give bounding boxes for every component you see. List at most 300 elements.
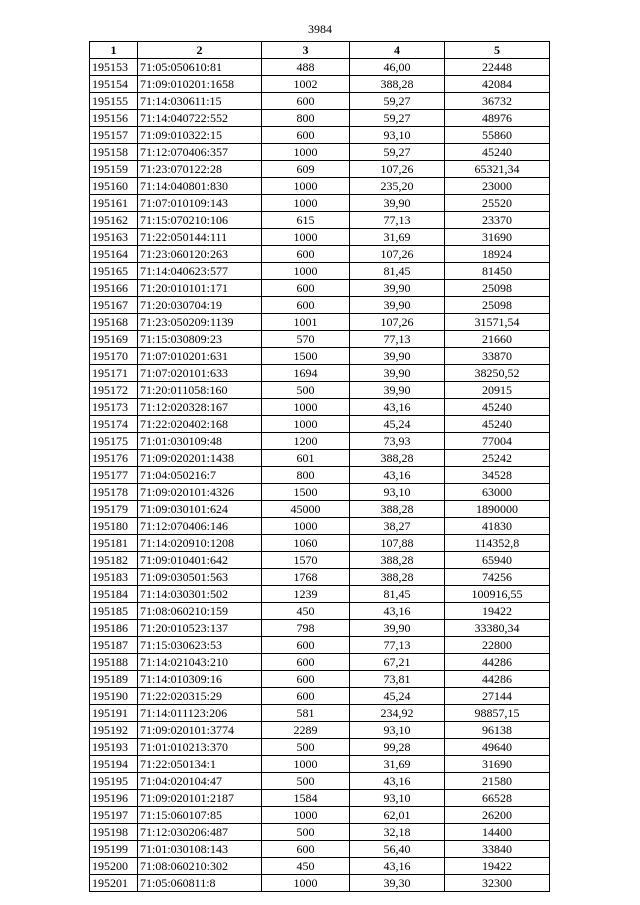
rate-cell: 31,69 (350, 756, 445, 773)
value-cell: 25520 (445, 195, 550, 212)
table-row (90, 535, 550, 552)
table-row (90, 93, 550, 110)
table-row (90, 365, 550, 382)
rate-cell: 93,10 (350, 127, 445, 144)
record-number-cell: 195179 (90, 501, 138, 518)
cadastral-number-cell: 71:14:040801:830 (138, 178, 262, 195)
rate-cell: 67,21 (350, 654, 445, 671)
record-number-cell: 195166 (90, 280, 138, 297)
area-cell: 600 (262, 688, 350, 705)
cadastral-number-cell: 71:14:020910:1208 (138, 535, 262, 552)
value-cell: 34528 (445, 467, 550, 484)
rate-cell: 388,28 (350, 569, 445, 586)
rate-cell: 235,20 (350, 178, 445, 195)
area-cell: 450 (262, 858, 350, 875)
record-number-cell: 195172 (90, 382, 138, 399)
area-cell: 600 (262, 671, 350, 688)
table-row (90, 161, 550, 178)
rate-cell: 45,24 (350, 688, 445, 705)
value-cell: 31690 (445, 756, 550, 773)
area-cell: 581 (262, 705, 350, 722)
value-cell: 27144 (445, 688, 550, 705)
value-cell: 36732 (445, 93, 550, 110)
table-row (90, 331, 550, 348)
area-cell: 45000 (262, 501, 350, 518)
value-cell: 26200 (445, 807, 550, 824)
value-cell: 45240 (445, 144, 550, 161)
rate-cell: 39,30 (350, 875, 445, 892)
value-cell: 44286 (445, 654, 550, 671)
area-cell: 798 (262, 620, 350, 637)
rate-cell: 43,16 (350, 773, 445, 790)
rate-cell: 81,45 (350, 263, 445, 280)
value-cell: 96138 (445, 722, 550, 739)
area-cell: 1000 (262, 416, 350, 433)
value-cell: 20915 (445, 382, 550, 399)
rate-cell: 43,16 (350, 858, 445, 875)
area-cell: 615 (262, 212, 350, 229)
page-number: 3984 (308, 22, 332, 36)
cadastral-number-cell: 71:12:030206:487 (138, 824, 262, 841)
table-row (90, 450, 550, 467)
cadastral-number-cell: 71:23:050209:1139 (138, 314, 262, 331)
record-number-cell: 195188 (90, 654, 138, 671)
cadastral-number-cell: 71:12:070406:357 (138, 144, 262, 161)
record-number-cell: 195160 (90, 178, 138, 195)
value-cell: 22800 (445, 637, 550, 654)
table-row (90, 280, 550, 297)
value-cell: 81450 (445, 263, 550, 280)
record-number-cell: 195181 (90, 535, 138, 552)
area-cell: 500 (262, 382, 350, 399)
value-cell: 65940 (445, 552, 550, 569)
cadastral-number-cell: 71:20:010523:137 (138, 620, 262, 637)
cadastral-number-cell: 71:14:010309:16 (138, 671, 262, 688)
area-cell: 600 (262, 246, 350, 263)
table-row (90, 603, 550, 620)
table-row (90, 263, 550, 280)
table-row (90, 229, 550, 246)
record-number-cell: 195180 (90, 518, 138, 535)
table-row (90, 484, 550, 501)
rate-cell: 107,26 (350, 161, 445, 178)
cadastral-number-cell: 71:15:060107:85 (138, 807, 262, 824)
area-cell: 1570 (262, 552, 350, 569)
area-cell: 600 (262, 127, 350, 144)
rate-cell: 31,69 (350, 229, 445, 246)
area-cell: 1060 (262, 535, 350, 552)
area-cell: 601 (262, 450, 350, 467)
rate-cell: 99,28 (350, 739, 445, 756)
cadastral-number-cell: 71:05:050610:81 (138, 59, 262, 76)
rate-cell: 73,93 (350, 433, 445, 450)
rate-cell: 93,10 (350, 790, 445, 807)
rate-cell: 81,45 (350, 586, 445, 603)
table-row (90, 76, 550, 93)
rate-cell: 77,13 (350, 637, 445, 654)
value-cell: 77004 (445, 433, 550, 450)
area-cell: 1500 (262, 348, 350, 365)
record-number-cell: 195163 (90, 229, 138, 246)
table-row (90, 807, 550, 824)
record-number-cell: 195186 (90, 620, 138, 637)
area-cell: 1000 (262, 195, 350, 212)
table-row (90, 195, 550, 212)
area-cell: 1768 (262, 569, 350, 586)
area-cell: 1000 (262, 756, 350, 773)
area-cell: 500 (262, 739, 350, 756)
cadastral-number-cell: 71:07:010109:143 (138, 195, 262, 212)
rate-cell: 59,27 (350, 144, 445, 161)
area-cell: 1239 (262, 586, 350, 603)
record-number-cell: 195190 (90, 688, 138, 705)
area-cell: 1001 (262, 314, 350, 331)
record-number-cell: 195187 (90, 637, 138, 654)
rate-cell: 43,16 (350, 467, 445, 484)
area-cell: 600 (262, 93, 350, 110)
table-row (90, 212, 550, 229)
table-body (90, 59, 550, 892)
table-row (90, 637, 550, 654)
cadastral-number-cell: 71:15:030623:53 (138, 637, 262, 654)
column-header-5: 5 (445, 42, 550, 59)
cadastral-number-cell: 71:12:070406:146 (138, 518, 262, 535)
record-number-cell: 195174 (90, 416, 138, 433)
record-number-cell: 195159 (90, 161, 138, 178)
value-cell: 65321,34 (445, 161, 550, 178)
rate-cell: 39,90 (350, 620, 445, 637)
area-cell: 1000 (262, 875, 350, 892)
table-row (90, 586, 550, 603)
table-row (90, 178, 550, 195)
cadastral-number-cell: 71:23:070122:28 (138, 161, 262, 178)
cadastral-number-cell: 71:09:010201:1658 (138, 76, 262, 93)
area-cell: 1000 (262, 399, 350, 416)
value-cell: 25098 (445, 280, 550, 297)
rate-cell: 59,27 (350, 110, 445, 127)
cadastral-number-cell: 71:15:030809:23 (138, 331, 262, 348)
rate-cell: 46,00 (350, 59, 445, 76)
cadastral-number-cell: 71:22:020402:168 (138, 416, 262, 433)
cadastral-number-cell: 71:08:060210:159 (138, 603, 262, 620)
rate-cell: 39,90 (350, 297, 445, 314)
table-row (90, 501, 550, 518)
area-cell: 800 (262, 110, 350, 127)
area-cell: 1000 (262, 229, 350, 246)
table-row (90, 433, 550, 450)
column-header-2: 2 (138, 42, 262, 59)
table-row (90, 841, 550, 858)
table-row (90, 688, 550, 705)
rate-cell: 59,27 (350, 93, 445, 110)
rate-cell: 39,90 (350, 365, 445, 382)
cadastral-number-cell: 71:09:030501:563 (138, 569, 262, 586)
cadastral-number-cell: 71:09:020201:1438 (138, 450, 262, 467)
area-cell: 1584 (262, 790, 350, 807)
cadastral-number-cell: 71:22:050144:111 (138, 229, 262, 246)
cadastral-number-cell: 71:15:070210:106 (138, 212, 262, 229)
value-cell: 66528 (445, 790, 550, 807)
record-number-cell: 195167 (90, 297, 138, 314)
area-cell: 500 (262, 773, 350, 790)
value-cell: 23370 (445, 212, 550, 229)
value-cell: 23000 (445, 178, 550, 195)
area-cell: 1500 (262, 484, 350, 501)
value-cell: 14400 (445, 824, 550, 841)
cadastral-number-cell: 71:20:011058:160 (138, 382, 262, 399)
value-cell: 22448 (445, 59, 550, 76)
table-row (90, 756, 550, 773)
table-row (90, 246, 550, 263)
cadastral-number-cell: 71:08:060210:302 (138, 858, 262, 875)
rate-cell: 388,28 (350, 552, 445, 569)
rate-cell: 43,16 (350, 399, 445, 416)
cadastral-number-cell: 71:09:020101:4326 (138, 484, 262, 501)
rate-cell: 32,18 (350, 824, 445, 841)
record-number-cell: 195194 (90, 756, 138, 773)
header-row (90, 42, 550, 59)
cadastral-number-cell: 71:22:020315:29 (138, 688, 262, 705)
cadastral-number-cell: 71:09:010401:642 (138, 552, 262, 569)
record-number-cell: 195201 (90, 875, 138, 892)
rate-cell: 388,28 (350, 501, 445, 518)
value-cell: 48976 (445, 110, 550, 127)
value-cell: 45240 (445, 399, 550, 416)
rate-cell: 234,92 (350, 705, 445, 722)
record-number-cell: 195200 (90, 858, 138, 875)
record-number-cell: 195182 (90, 552, 138, 569)
table-row (90, 348, 550, 365)
record-number-cell: 195185 (90, 603, 138, 620)
column-header-1: 1 (90, 42, 138, 59)
rate-cell: 107,26 (350, 314, 445, 331)
value-cell: 25242 (445, 450, 550, 467)
area-cell: 1000 (262, 263, 350, 280)
rate-cell: 107,26 (350, 246, 445, 263)
rate-cell: 43,16 (350, 603, 445, 620)
record-number-cell: 195198 (90, 824, 138, 841)
rate-cell: 73,81 (350, 671, 445, 688)
cadastral-number-cell: 71:05:060811:8 (138, 875, 262, 892)
cadastral-number-cell: 71:09:030101:624 (138, 501, 262, 518)
area-cell: 1000 (262, 518, 350, 535)
value-cell: 21660 (445, 331, 550, 348)
rate-cell: 39,90 (350, 195, 445, 212)
value-cell: 42084 (445, 76, 550, 93)
table-row (90, 858, 550, 875)
area-cell: 488 (262, 59, 350, 76)
area-cell: 1000 (262, 144, 350, 161)
column-header-3: 3 (262, 42, 350, 59)
record-number-cell: 195171 (90, 365, 138, 382)
rate-cell: 107,88 (350, 535, 445, 552)
value-cell: 49640 (445, 739, 550, 756)
rate-cell: 39,90 (350, 382, 445, 399)
table-row (90, 297, 550, 314)
area-cell: 1002 (262, 76, 350, 93)
cadastral-number-cell: 71:09:020101:3774 (138, 722, 262, 739)
record-number-cell: 195164 (90, 246, 138, 263)
area-cell: 600 (262, 280, 350, 297)
value-cell: 55860 (445, 127, 550, 144)
record-number-cell: 195191 (90, 705, 138, 722)
cadastral-number-cell: 71:14:021043:210 (138, 654, 262, 671)
area-cell: 609 (262, 161, 350, 178)
table-row (90, 671, 550, 688)
value-cell: 41830 (445, 518, 550, 535)
value-cell: 31690 (445, 229, 550, 246)
record-number-cell: 195158 (90, 144, 138, 161)
cadastral-number-cell: 71:14:040623:577 (138, 263, 262, 280)
record-number-cell: 195178 (90, 484, 138, 501)
record-number-cell: 195189 (90, 671, 138, 688)
area-cell: 1000 (262, 807, 350, 824)
value-cell: 38250,52 (445, 365, 550, 382)
cadastral-number-cell: 71:01:030108:143 (138, 841, 262, 858)
table-row (90, 875, 550, 892)
record-number-cell: 195183 (90, 569, 138, 586)
record-number-cell: 195177 (90, 467, 138, 484)
table-row (90, 416, 550, 433)
cadastral-number-cell: 71:14:011123:206 (138, 705, 262, 722)
area-cell: 1000 (262, 178, 350, 195)
cadastral-number-cell: 71:09:010322:15 (138, 127, 262, 144)
table-row (90, 314, 550, 331)
record-number-cell: 195184 (90, 586, 138, 603)
table-row (90, 382, 550, 399)
table-row (90, 399, 550, 416)
table-row (90, 620, 550, 637)
rate-cell: 93,10 (350, 484, 445, 501)
record-number-cell: 195162 (90, 212, 138, 229)
value-cell: 98857,15 (445, 705, 550, 722)
rate-cell: 38,27 (350, 518, 445, 535)
table-row (90, 518, 550, 535)
area-cell: 600 (262, 297, 350, 314)
table-row (90, 705, 550, 722)
record-number-cell: 195155 (90, 93, 138, 110)
record-number-cell: 195170 (90, 348, 138, 365)
area-cell: 600 (262, 841, 350, 858)
cadastral-number-cell: 71:04:050216:7 (138, 467, 262, 484)
value-cell: 33840 (445, 841, 550, 858)
record-number-cell: 195168 (90, 314, 138, 331)
cadastral-number-cell: 71:22:050134:1 (138, 756, 262, 773)
record-number-cell: 195169 (90, 331, 138, 348)
value-cell: 1890000 (445, 501, 550, 518)
record-number-cell: 195176 (90, 450, 138, 467)
area-cell: 2289 (262, 722, 350, 739)
rate-cell: 45,24 (350, 416, 445, 433)
cadastral-number-cell: 71:14:040722:552 (138, 110, 262, 127)
value-cell: 32300 (445, 875, 550, 892)
cadastral-number-cell: 71:14:030301:502 (138, 586, 262, 603)
record-number-cell: 195196 (90, 790, 138, 807)
table-row (90, 773, 550, 790)
value-cell: 19422 (445, 603, 550, 620)
cadastral-number-cell: 71:14:030611:15 (138, 93, 262, 110)
value-cell: 31571,54 (445, 314, 550, 331)
registry-table (89, 41, 550, 892)
cadastral-number-cell: 71:20:010101:171 (138, 280, 262, 297)
value-cell: 19422 (445, 858, 550, 875)
value-cell: 25098 (445, 297, 550, 314)
table-row (90, 569, 550, 586)
value-cell: 44286 (445, 671, 550, 688)
record-number-cell: 195154 (90, 76, 138, 93)
table-row (90, 552, 550, 569)
table-row (90, 144, 550, 161)
value-cell: 114352,8 (445, 535, 550, 552)
area-cell: 450 (262, 603, 350, 620)
record-number-cell: 195157 (90, 127, 138, 144)
value-cell: 33870 (445, 348, 550, 365)
cadastral-number-cell: 71:07:010201:631 (138, 348, 262, 365)
area-cell: 1200 (262, 433, 350, 450)
rate-cell: 93,10 (350, 722, 445, 739)
table-row (90, 59, 550, 76)
rate-cell: 77,13 (350, 212, 445, 229)
rate-cell: 388,28 (350, 450, 445, 467)
table-row (90, 739, 550, 756)
table-row (90, 654, 550, 671)
cadastral-number-cell: 71:20:030704:19 (138, 297, 262, 314)
rate-cell: 62,01 (350, 807, 445, 824)
cadastral-number-cell: 71:09:020101:2187 (138, 790, 262, 807)
rate-cell: 388,28 (350, 76, 445, 93)
record-number-cell: 195195 (90, 773, 138, 790)
record-number-cell: 195199 (90, 841, 138, 858)
area-cell: 800 (262, 467, 350, 484)
record-number-cell: 195173 (90, 399, 138, 416)
cadastral-number-cell: 71:12:020328:167 (138, 399, 262, 416)
record-number-cell: 195165 (90, 263, 138, 280)
cadastral-number-cell: 71:01:030109:48 (138, 433, 262, 450)
value-cell: 21580 (445, 773, 550, 790)
record-number-cell: 195175 (90, 433, 138, 450)
table-row (90, 467, 550, 484)
rate-cell: 56,40 (350, 841, 445, 858)
area-cell: 600 (262, 637, 350, 654)
record-number-cell: 195156 (90, 110, 138, 127)
table-row (90, 722, 550, 739)
table-row (90, 127, 550, 144)
table-row (90, 790, 550, 807)
record-number-cell: 195197 (90, 807, 138, 824)
value-cell: 100916,55 (445, 586, 550, 603)
value-cell: 74256 (445, 569, 550, 586)
cadastral-number-cell: 71:07:020101:633 (138, 365, 262, 382)
area-cell: 570 (262, 331, 350, 348)
column-header-4: 4 (350, 42, 445, 59)
area-cell: 1694 (262, 365, 350, 382)
cadastral-number-cell: 71:23:060120:263 (138, 246, 262, 263)
value-cell: 45240 (445, 416, 550, 433)
area-cell: 500 (262, 824, 350, 841)
record-number-cell: 195193 (90, 739, 138, 756)
record-number-cell: 195161 (90, 195, 138, 212)
rate-cell: 39,90 (350, 348, 445, 365)
record-number-cell: 195192 (90, 722, 138, 739)
area-cell: 600 (262, 654, 350, 671)
value-cell: 63000 (445, 484, 550, 501)
rate-cell: 39,90 (350, 280, 445, 297)
cadastral-number-cell: 71:04:020104:47 (138, 773, 262, 790)
rate-cell: 77,13 (350, 331, 445, 348)
table-row (90, 110, 550, 127)
record-number-cell: 195153 (90, 59, 138, 76)
value-cell: 18924 (445, 246, 550, 263)
